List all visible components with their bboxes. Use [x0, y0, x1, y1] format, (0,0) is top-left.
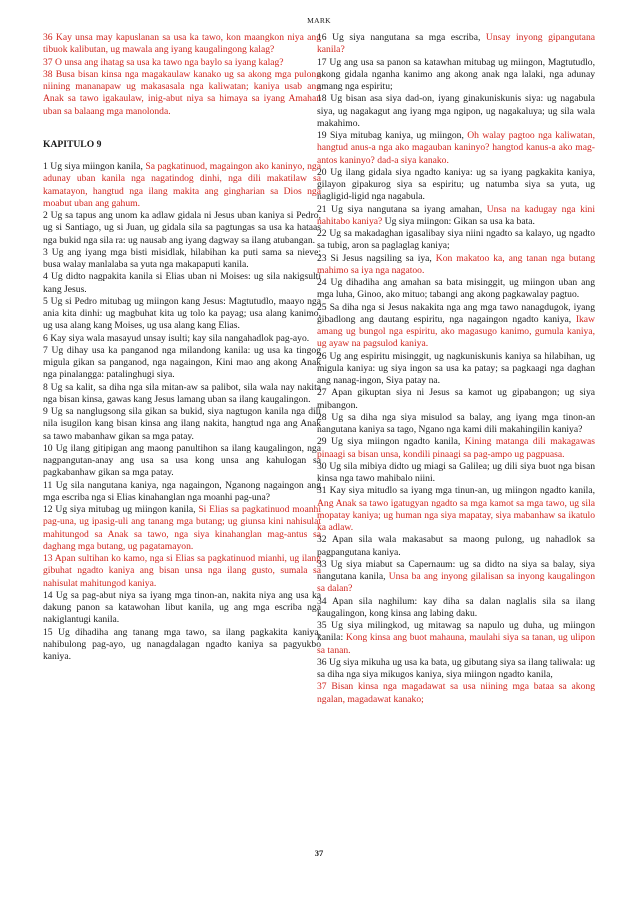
verse-text: 10 Ug ilang gitipigan ang maong panultihon sa ilang kaugalingon, nga nagpangutan-anay ang usa sa usa kong unsa ang kahulogan sa pagkabanhaw gikan sa mga patay.	[43, 442, 321, 479]
verse-paragraph	[43, 271, 321, 296]
verse-paragraph	[317, 657, 595, 682]
verse-paragraph	[317, 130, 595, 167]
verse-text: 4 Ug didto nagpakita kanila si Elias uban ni Moises: ug sila nakigsulti kang Jesus.	[43, 271, 321, 295]
verse-paragraph	[317, 204, 595, 229]
verse-text: 12 Ug siya mitubag ug miingon kanila,	[43, 504, 199, 515]
verse-text: 6 Kay siya wala masayud unsay isulti; kay sila nangahadlok pag-ayo.	[43, 332, 310, 344]
verse-paragraph	[317, 596, 595, 621]
verse-paragraph	[317, 412, 595, 437]
verse-text: 2 Ug sa tapus ang unom ka adlaw gidala ni Jesus uban kaniya si Pedro, ug si Santiago, ug si Juan, ug gidala sila sa pagtungas sa usa ka hataas nga bukid nga sila ra: ug nausab ang iyang dagway sa ilang atubangan.	[43, 210, 321, 246]
red-letter-text: Unsa ba ang inyong gilalisan sa inyong kaugalingon sa dalan?	[317, 571, 595, 595]
verse-paragraph	[43, 57, 321, 69]
verse-paragraph	[43, 504, 321, 553]
verse-paragraph	[317, 387, 595, 412]
section-gap	[43, 118, 321, 130]
verse-text: 21 Ug siya nangutana sa iyang amahan,	[317, 203, 487, 215]
verse-paragraph	[43, 161, 321, 210]
verse-paragraph	[317, 167, 595, 204]
verse-paragraph	[43, 69, 321, 118]
verse-paragraph	[43, 210, 321, 247]
verse-text: 19 Siya mitubag kaniya, ug miingon,	[317, 130, 468, 141]
verse-text: 30 Ug sila mibiya didto ug miagi sa Galilea; ug dili siya buot nga bisan kinsa nga tawo mahibalo niini.	[317, 460, 595, 484]
verse-text: 32 Apan sila wala makasabut sa maong pulong, ug nahadlok sa pagpangutana kaniya.	[317, 534, 595, 558]
verse-paragraph	[317, 228, 595, 253]
red-letter-text: 37 O unsa ang ihatag sa usa ka tawo nga baylo sa iyang kalag?	[43, 56, 284, 68]
verse-text: 7 Ug dihay usa ka panganod nga milandong kanila: ug usa ka tingog migula gikan sa panganod, nga nagaingon, Kini mao ang akong Anak nga pinalangga: patalinghugi siya.	[43, 344, 321, 381]
verse-text: 34 Apan sila naghilum: kay diha sa dalan naglalis sila sa ilang kaugalingon, kong kinsa ang labing daku.	[317, 595, 595, 619]
red-letter-text: Unsay inyong gipangutana kanila?	[317, 32, 595, 56]
verse-text: 27 Apan gikuptan siya ni Jesus sa kamot ug gipabangon; ug siya mibangon.	[317, 387, 595, 411]
verse-paragraph	[43, 296, 321, 333]
verse-paragraph	[43, 553, 321, 590]
verse-paragraph	[317, 93, 595, 130]
red-letter-text: Kining matanga dili makagawas pinaagi sa bisan unsa, kondili pinaagi sa pag-ampo ug pagpuasa.	[317, 436, 595, 460]
verse-text: 17 Ug ang usa sa panon sa katawhan mitubag ug miingon, Magtutudlo, akong gidala nganha kanimo ang akong anak nga lalaki, nga adunay amang nga espiritu;	[317, 56, 595, 92]
verse-paragraph	[317, 277, 595, 302]
red-letter-text: Kon makatoo ka, ang tanan nga butang mahimo sa iya nga nagatoo.	[317, 252, 595, 276]
right-verses	[317, 32, 595, 706]
verse-paragraph	[317, 620, 595, 657]
verse-text: 11 Ug sila nangutana kaniya, nga nagaingon, Nganong nagaingon ang mga escriba nga si Elias kinahanglan nga moanhi pag-una?	[43, 479, 321, 503]
verse-text: 16 Ug siya nangutana sa mga escriba,	[317, 32, 486, 43]
red-letter-text: Sa pagkatinuod, magaingon ako kaninyo, nga adunay uban kanila nga nagatindog dinhi, nga dili makatilaw sa kamatayon, hangtud nga ilang makita ang gingharian sa Dios nga moabut uban ang gahum.	[43, 161, 321, 209]
verse-text: 23 Si Jesus nagsiling sa iya,	[317, 252, 436, 264]
red-letter-text: Ang Anak sa tawo igatugyan ngadto sa mga kamot sa mga tawo, ug sila mopatay kaniya; ug human nga siya mapatay, siya mabanhaw sa ikatulo ka adlaw.	[317, 497, 595, 533]
verse-text: 15 Ug dihadiha ang tanang mga tawo, sa ilang pagkakita kaniya, nahibulong pag-ayo, ug nanagdalagan ngadto kaniya sa pagyukbo kaniya.	[43, 626, 321, 662]
red-letter-text: 13 Apan sultihan ko kamo, nga si Elias sa pagkatinuod mianhi, ug ilang gibuhat ngadto kaniya ang bisan unsa nga ilang gusto, sumala sa nahisulat mahitungod kaniya.	[43, 553, 321, 589]
verse-paragraph	[43, 345, 321, 382]
verse-paragraph	[43, 480, 321, 505]
right-column	[317, 32, 595, 706]
verse-text: 20 Ug ilang gidala siya ngadto kaniya: ug sa iyang pagkakita kaniya, gilayon gipakurog siya sa espiritu; ug natumba siya sa yuta, ug nagligid-ligid nga nagabula.	[317, 166, 595, 203]
verse-paragraph	[43, 627, 321, 664]
red-letter-text: 36 Kay unsa may kapuslanan sa usa ka tawo, kon maangkon niya ang tibuok kalibutan, ug mawala ang iyang kaugalingong kalag?	[43, 32, 321, 56]
verse-paragraph	[317, 253, 595, 278]
red-letter-text: 38 Busa bisan kinsa nga magakaulaw kanako ug sa akong mga pulong niining mananapaw ug makasasala nga kaliwatan; kaniya usab ang Anak sa tawo igakaulaw, inig-abut niya sa himaya sa iyang Amahan uban sa balaang mga manolonda.	[43, 68, 321, 117]
verse-text: 25 Sa diha nga si Jesus nakakita nga ang mga tawo nanagdugok, iyang gibadlong ang dautang espiritu, nga nagaingon ngadto kaniya,	[317, 301, 595, 325]
verse-text: 35 Ug siya milingkod, ug mitawag sa napulo ug duha, ug miingon kanila:	[317, 620, 595, 644]
red-letter-text: 37 Bisan kinsa nga magadawat sa usa niining mga bataa sa akong ngalan, magadawat kanako;	[317, 681, 595, 705]
verse-paragraph	[317, 461, 595, 486]
verse-text: 36 Ug siya mikuha ug usa ka bata, ug gibutang siya sa ilang taliwala: ug sa diha nga siya mikugos kaniya, siya miingon ngadto kanila,	[317, 656, 595, 680]
chapter-heading: KAPITULO 9	[43, 138, 102, 150]
verse-text: 9 Ug sa nanglugsong sila gikan sa bukid, siya nagtugon kanila nga dili nila isugilon kang bisan kinsa ang ilang nakita, hangtud nga ang Anak sa tawo mabanhaw gikan sa mga patay.	[43, 406, 321, 442]
verse-paragraph	[317, 32, 595, 57]
red-letter-text: Oh walay pagtoo nga kaliwatan, hangtud anus-a nga ako magauban kaninyo? hangtod kanus-a ako mag-antos kaninyo? dad-a siya kanako.	[317, 130, 595, 166]
verse-paragraph	[43, 382, 321, 407]
red-letter-text: Unsa na kadugay nga kini nahitabo kaniya?	[317, 203, 595, 227]
verse-text: 8 Ug sa kalit, sa diha nga sila mitan-aw sa palibot, sila wala nay nakita nga bisan kinsa, gawas kang Jesus lamang uban sa ilang kaugalingon.	[43, 381, 321, 405]
verse-paragraph	[43, 32, 321, 57]
verse-paragraph	[317, 57, 595, 94]
red-letter-text: Si Elias sa pagkatinuod moanhi pag-una, ug ipasig-uli ang tanang mga butang; ug giunsa kini nahisulat mahitungod sa Anak sa tawo, nga siya kinahanglan mag-antus sa daghang mga butang, ug pagatamayon.	[43, 504, 321, 552]
left-verses-chapter	[43, 161, 321, 663]
red-letter-text: Ikaw amang ug bungol nga espiritu, ako magasugo kanimo, gumula kaniya, ug ayaw na pagsulod kaniya.	[317, 313, 595, 350]
verse-paragraph	[317, 485, 595, 534]
verse-paragraph	[43, 406, 321, 443]
verse-paragraph	[317, 534, 595, 559]
verse-paragraph	[317, 436, 595, 461]
verse-paragraph	[43, 333, 321, 345]
verse-text: 18 Ug bisan asa siya dad-on, iyang ginakuniskunis siya: ug nagabula siya, ug nagakagut ang iyang mga ngipon, ug nagakaluya; ug sila wala makahimo.	[317, 93, 595, 129]
running-head: MARK	[307, 16, 331, 25]
verse-text: 26 Ug ang espiritu misinggit, ug nagkuniskunis kaniya sa hilabihan, ug migula kaniya: ug siya ingon sa usa ka patay; sa pagkaagi nga daghan ang nanag-ingon, Siya patay na.	[317, 350, 595, 386]
verse-paragraph	[43, 247, 321, 272]
verse-text: 31 Kay siya mitudlo sa iyang mga tinun-an, ug miingon ngadto kanila,	[317, 485, 595, 497]
verse-paragraph	[43, 443, 321, 480]
verse-text: 22 Ug sa makadaghan igasalibay siya niini ngadto sa kalayo, ug ngadto sa tubig, aron sa paglaglag kaniya;	[317, 228, 595, 252]
verse-paragraph	[317, 559, 595, 596]
verse-text: 1 Ug siya miingon kanila,	[43, 161, 146, 172]
verse-paragraph	[43, 590, 321, 627]
verse-text: 14 Ug sa pag-abut niya sa iyang mga tinon-an, nakita niya ang usa ka dakung panon sa katawohan libut kanila, ug ang mga escriba nga nakiglantugi kanila.	[43, 589, 321, 626]
left-column	[43, 32, 321, 663]
verse-text: 33 Ug siya miabut sa Capernaum: ug sa didto na siya sa balay, siya nangutana kanila,	[317, 558, 595, 582]
page-number: 37	[314, 848, 324, 858]
verse-text: 3 Ug ang iyang mga bisti misidlak, hilabihan ka puti sama sa nieve; busa walay manlalaba sa yuta nga makapaputi kanila.	[43, 246, 321, 270]
verse-paragraph	[317, 351, 595, 388]
verse-text: Ug siya miingon: Gikan sa usa ka bata.	[382, 215, 535, 227]
verse-text: 28 Ug sa diha nga siya misulod sa balay, ang iyang mga tinon-an nangutana kaniya sa tago, Ngano nga kami dili makahingilin kaniya?	[317, 411, 595, 435]
verse-text: 5 Ug si Pedro mitubag ug miingon kang Jesus: Magtutudlo, maayo nga ania kita dinhi: ug magbuhat kita ug tolo ka payag; usa alang kanimo, ug usa alang kang Moises, ug usa alang kang Elias.	[43, 295, 321, 332]
verse-paragraph	[317, 681, 595, 706]
left-verses-pre	[43, 32, 321, 118]
verse-paragraph	[317, 302, 595, 351]
verse-text: 24 Ug dihadiha ang amahan sa bata misinggit, ug miingon uban ang mga luha, Ginoo, ako mituo; tabangi ang akong pagkawalay pagtuo.	[317, 277, 595, 301]
red-letter-text: Kong kinsa ang buot mahauna, maulahi siya sa tanan, ug ulipon sa tanan.	[317, 632, 595, 656]
verse-text: 29 Ug siya miingon ngadto kanila,	[317, 436, 465, 448]
